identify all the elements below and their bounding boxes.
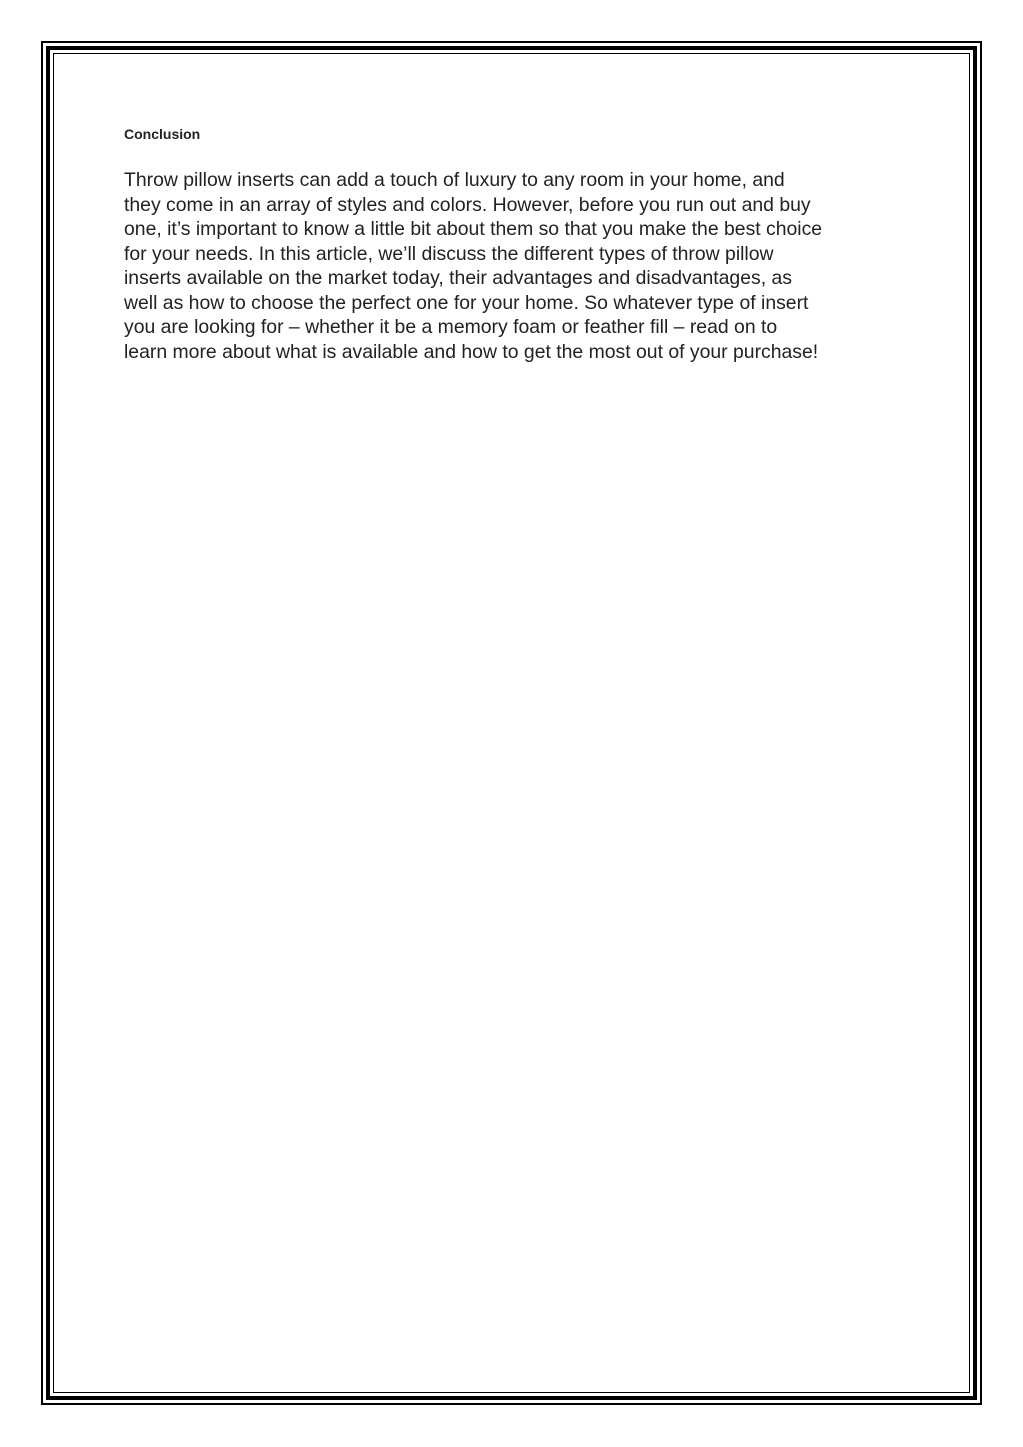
section-heading: Conclusion: [124, 126, 201, 142]
document-content: [124, 124, 914, 364]
body-paragraph: Throw pillow inserts can add a touch of luxury to any room in your home, and they come in an array of styles and colors. However, before you run out and buy one, it’s important to know a little bit about them so that you make the best choice for your needs. In this article, we’ll discuss the different types of throw pillow inserts available on the market today, their advantages and disadvantages, as well as how to choose the perfect one for your home. So whatever type of insert you are looking for – whether it be a memory foam or feather fill – read on to learn more about what is available and how to get the most out of your purchase!: [124, 169, 823, 363]
